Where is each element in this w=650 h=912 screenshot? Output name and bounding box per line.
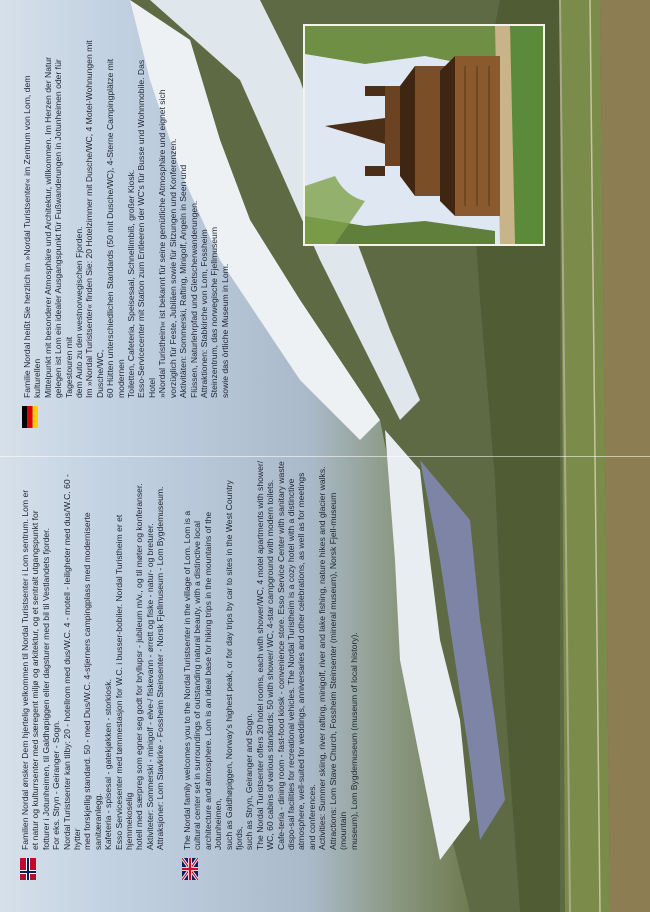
text-line: fotturer i Jotunheimen, til Galdhøpiggen eller dagsturer med bil til Vestlandets fjorder. (40, 528, 51, 850)
text-line: Nordal Turistsenter kan tilby: 20 - hotellrom med dus/W.C. 4 - motell - leiligheter med dus/W.C. 60 - hytter (61, 474, 83, 850)
text-line: Familien Nordal ønsker Dem hjertelig velkommen til Nordal Turistsenter i Lom sentrum. Lom er (20, 489, 30, 850)
text-line: Mittelpunkt mit besonderer Atmosphäre und Architektur, willkommen. Im Herzen der Natur (42, 56, 53, 398)
english-text-panel (182, 460, 359, 880)
text-line: Esso-Servicecenter mit Station zum Entleeren der WC's für Busse und Wohnmobile. Das Hotel (136, 59, 157, 398)
text-line: Kafeteria - spisesal - gatekjøkken - storkiosk. (103, 679, 114, 850)
text-line: 60 Hütten unterschiedlichen Standards (50 mit Dusche/WC), 4-Sterne Campingplätze mit modernen (105, 58, 126, 398)
text-line: and conferences. (306, 784, 317, 850)
text-line: med forskjellig standard. 50 - med Dus/W.C. 4-stjerners campingplass med moderniserte sanitæranlegg. (82, 512, 103, 850)
text-line: WC, 60 cabins of various standards; 50 with shower/ WC, 4-star campground with modern toilets. (265, 479, 276, 850)
text-line: Activities: Summer skiing, river rafting, minigolf, river and lake fishing, nature hikes and glacier walks. (317, 466, 328, 850)
text-line: dem Auto zu den westnorwegischen Fjorden. (74, 226, 85, 398)
germany-flag-icon (22, 406, 38, 428)
text-line: vorzüglich für Feste, Jubiläen sowie für Sitzungen und Konferenzen. (167, 138, 178, 398)
text-line: Aktiviteter: Sommerski - minigolf - elve-/ fiskevann - ørrett og fiske - natur- og breturer. (144, 523, 155, 850)
uk-flag-icon (182, 858, 198, 880)
text-line: museum), Lom Bygdemuseum (museum of local history). (348, 632, 359, 850)
text-line: Toiletten, Cafeteria, Speisesaal, Schnellimbiß, großer Kiosk. (126, 169, 137, 398)
norway-flag-icon (20, 858, 36, 880)
text-line: Flüssen, Naturlehrpfad und Gletscherwanderungen. (188, 200, 199, 398)
norwegian-text (20, 460, 166, 880)
text-line: such as Stryn, Geiranger and Sogn. (244, 713, 255, 850)
text-line: The Nordal family welcomes you to the Nordal Turistsenter in the village of Lom. Lom is a (182, 510, 192, 850)
english-text (182, 460, 359, 880)
text-line: hotell med særpreg som egner seg godt for bryllupsr - jubileum m/v., og til møter og konferanser. (134, 483, 145, 850)
text-line: Attraksjoner: Lom Stavkirke - Fossheim Steinsenter - Norsk Fjellmuseum - Lom Bygdemuseum. (155, 486, 166, 850)
text-line: Attractions: Lom Stave Church, Fossheim Steinsenter (mineral museum), Norsk Fjell-museum (mountain (327, 492, 349, 850)
page-fold-line (0, 456, 650, 457)
text-line: dispo-sal facilities for recreational vehicles. The Nordal Turistheim is a cozy hotel with a distinctive (286, 478, 297, 850)
text-line: cultural center set in surroundings of outstanding natural beauty, with a distinctive local (192, 521, 203, 850)
text-line: architecture and atmosphere. Lom is an ideal base for hiking trips in the mountains of the Jotunheimen, (202, 511, 224, 850)
text-line: For eks. Stryn - Geiranger - Sogn. (51, 720, 62, 850)
text-line: Steinzentrum, das norwegische Fjellmuseum (209, 227, 220, 398)
text-line: The Nordal Turistsenter offers 20 hotel rooms, each with shower/WC, 4 motel apartments with shower/ (254, 460, 265, 850)
text-line: sowie das örtliche Museum in Lom. (219, 263, 230, 398)
text-line: et natur og kulturrsenter med særegent miljø og arkitektur, og et sentralt utgangspunkt for (30, 510, 41, 850)
stave-church-photo (303, 24, 545, 246)
text-line: Familie Nordal heißt Sie herzlich im »Nordal Turistsenter« im Zentrum von Lom, dem kulturellen (22, 75, 43, 398)
text-line: Aktivitäten: Sommerski, Rafting, Minigolf, Angeln in Seen und (178, 164, 189, 398)
text-line: Im »Nordal Turistsenter« finden Sie: 20 Hotelzimmer mit Dusche/WC, 4 Motel-Wohnungen mit Dusche/WC, (84, 40, 105, 398)
text-line: Cafe-teria - dining room - fast-food kiosk - convenience store. Esso Service Center with sanitary waste (275, 461, 286, 850)
text-line: atmosphere, well-suited for weddings, anniversaries and other celebrations, as well as for meetings (296, 472, 307, 850)
text-line: Attraktionen: Stabkirche von Lom, Fossheim (198, 229, 209, 398)
norwegian-text-panel (20, 460, 166, 880)
text-line: such as Galdhøpiggen, Norway's highest peak, or for day trips by car to sites in the West Country fjords, (223, 480, 245, 850)
german-text (22, 38, 230, 428)
german-text-panel (22, 38, 230, 428)
text-line: Esso Servicesenter med tømmestasjon for W.C. i busser-bobiler. Nordal Turistheim er et hjemmekoselig (113, 514, 135, 850)
stave-church-illustration (305, 26, 543, 244)
text-line: »Nordal Turistheim« ist bekannt für seine gemütliche Atmosphäre und eignet sich (157, 89, 168, 398)
text-line: gelegen ist Lom ein idealer Ausgangspunkt für Fußwanderungen in Jotunheimen oder für Tagestouren mit (53, 59, 74, 398)
